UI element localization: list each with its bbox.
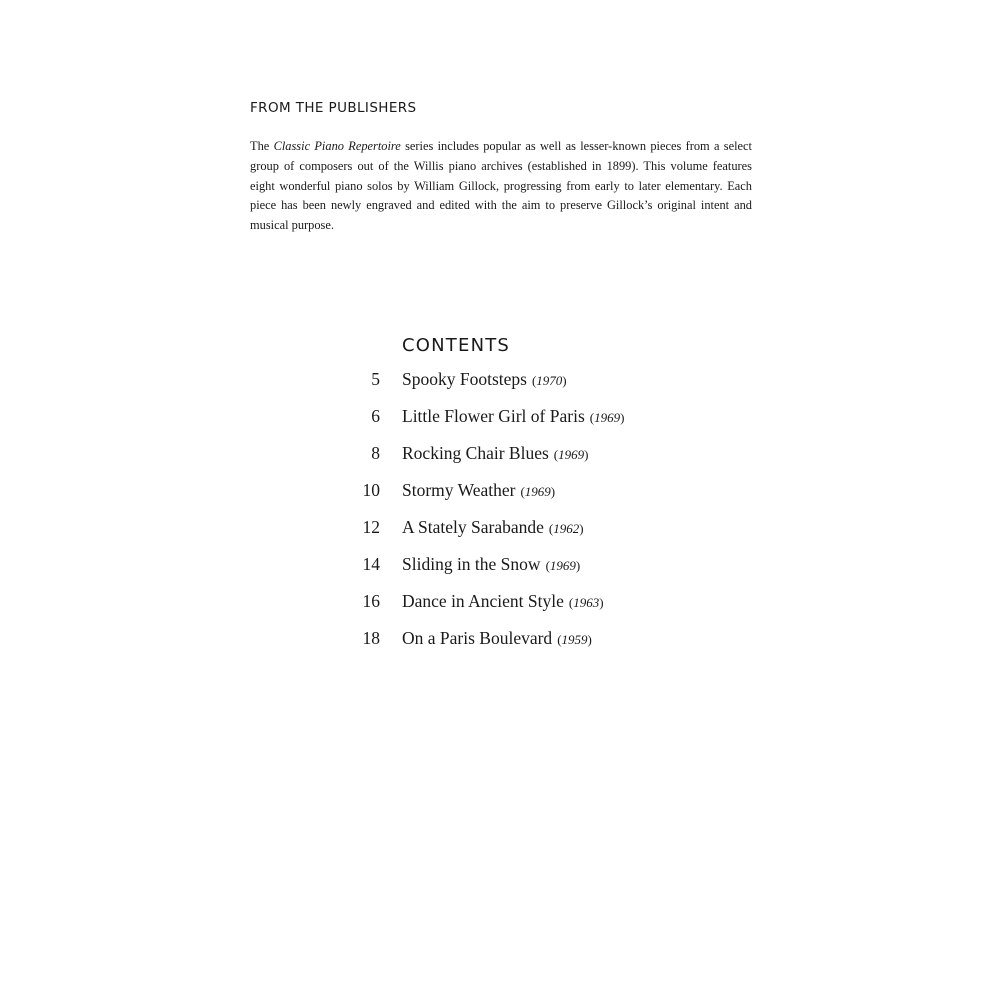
- page-number: 6: [371, 406, 380, 426]
- contents-list: [340, 369, 760, 665]
- page-number: 12: [362, 517, 380, 537]
- piece-title: Sliding in the Snow (1969): [402, 554, 581, 574]
- publishers-heading: FROM THE PUBLISHERS: [250, 100, 417, 116]
- piece-year: (1959): [557, 632, 592, 647]
- contents-section: [340, 334, 760, 665]
- piece-title: On a Paris Boulevard (1959): [402, 628, 592, 648]
- contents-heading: CONTENTS: [402, 335, 511, 356]
- piece-title: Spooky Footsteps (1970): [402, 369, 567, 389]
- contents-item: [340, 554, 760, 591]
- contents-item: [340, 591, 760, 628]
- piece-year: (1969): [520, 484, 556, 499]
- from-the-publishers-section: [250, 99, 752, 236]
- publishers-text-intro: The: [250, 139, 274, 153]
- piece-title: A Stately Sarabande (1962): [402, 517, 584, 537]
- page-number: 18: [362, 628, 380, 648]
- contents-item: [340, 517, 760, 554]
- publishers-paragraph: [250, 137, 752, 236]
- piece-title: Stormy Weather (1969): [402, 480, 556, 500]
- contents-item: [340, 369, 760, 406]
- contents-item: [340, 480, 760, 517]
- series-name: Classic Piano Repertoire: [273, 139, 401, 153]
- contents-item: [340, 443, 760, 480]
- piece-year: (1962): [548, 521, 584, 536]
- piece-year: (1969): [589, 410, 625, 425]
- piece-year: (1969): [545, 558, 581, 573]
- page-number: 10: [362, 480, 380, 500]
- contents-item: [340, 406, 760, 443]
- piece-title: Little Flower Girl of Paris (1969): [402, 406, 625, 426]
- page-number: 16: [362, 591, 380, 611]
- piece-title: Rocking Chair Blues (1969): [402, 443, 589, 463]
- page-number: 5: [371, 369, 380, 389]
- contents-item: [340, 628, 760, 665]
- piece-year: (1963): [568, 595, 604, 610]
- publishers-text-rest: series includes popular as well as lesser-known pieces from a select group of composers out of the Willis piano archives (established in 1899). This volume features eight wonderful piano solos by William Gillock, progressing from early to later elementary. Each piece has been newly engraved and edited with the aim to preserve Gillock’s original intent and musical purpose.: [250, 139, 752, 233]
- piece-year: (1970): [531, 373, 567, 388]
- page-number: 8: [371, 443, 380, 463]
- piece-year: (1969): [553, 447, 589, 462]
- page-number: 14: [362, 554, 380, 574]
- piece-title: Dance in Ancient Style (1963): [402, 591, 604, 611]
